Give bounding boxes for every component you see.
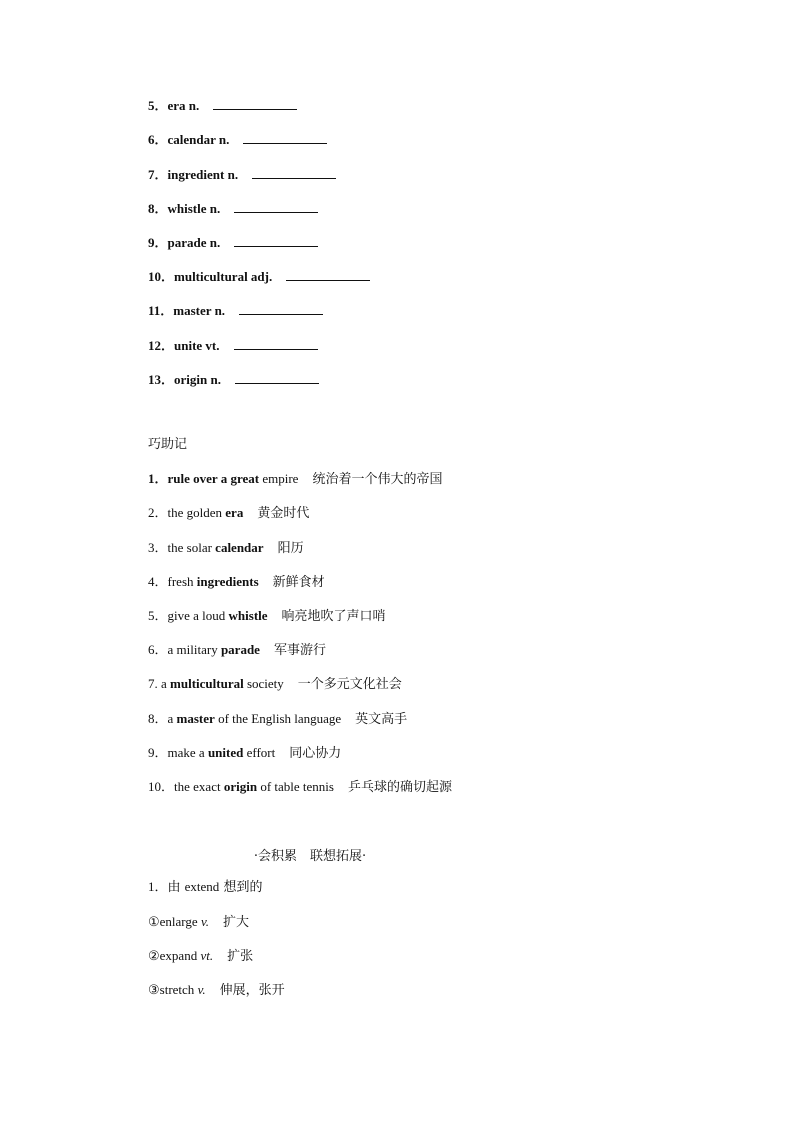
- phrase-keyword: ingredients: [196, 574, 259, 589]
- vocab-item: [148, 97, 297, 114]
- vocab-word: origin n.: [174, 372, 221, 387]
- vocab-number: 5．: [148, 98, 168, 113]
- extend-item: ②expand vt. 扩张: [148, 948, 254, 964]
- extend-item: ①enlarge v. 扩大: [148, 914, 250, 930]
- vocab-word: ingredient n.: [167, 167, 239, 182]
- phrase-translation: 阳历: [277, 541, 304, 556]
- phrase-number: 3．: [148, 540, 168, 555]
- section-heading: ·会积累 联想拓展·: [253, 849, 367, 864]
- phrase-keyword: calendar: [215, 540, 264, 555]
- vocab-word: whistle n.: [167, 201, 221, 216]
- extend-word: expand: [159, 948, 201, 963]
- vocab-word: calendar n.: [167, 132, 230, 147]
- vocab-number: 13．: [148, 372, 175, 387]
- phrase-item: 8．a master of the English language 英文高手: [148, 711, 408, 727]
- phrase-keyword: whistle: [228, 608, 268, 623]
- vocab-item: [148, 131, 327, 148]
- part-of-speech: v.: [197, 982, 206, 997]
- phrase-keyword: era: [225, 505, 244, 520]
- vocab-item: [148, 268, 370, 285]
- extend-word: enlarge: [159, 914, 201, 929]
- phrase-number: 6．: [148, 642, 168, 657]
- vocab-word: unite vt.: [174, 338, 220, 353]
- phrase-number: 5．: [148, 608, 168, 623]
- vocab-item: [148, 234, 318, 251]
- phrase-item: 10．the exact origin of table tennis 乒乓球的确切起源: [148, 779, 452, 795]
- answer-blank[interactable]: [235, 371, 319, 384]
- part-of-speech: vt.: [200, 948, 214, 963]
- phrase-translation: 乒乓球的确切起源: [347, 780, 452, 795]
- phrase-keyword: rule over a great: [167, 471, 260, 486]
- phrase-translation: 黄金时代: [257, 506, 310, 521]
- phrase-translation: 一个多元文化社会: [297, 677, 402, 692]
- phrase-number: 9．: [148, 745, 168, 760]
- vocab-number: 11．: [148, 303, 174, 318]
- extend-translation: 扩大: [223, 915, 250, 930]
- phrase-number: 7.: [148, 676, 161, 691]
- vocab-item: [148, 200, 318, 217]
- vocab-word: era n.: [167, 98, 200, 113]
- vocab-item: [148, 371, 319, 388]
- answer-blank[interactable]: [234, 234, 318, 247]
- phrase-keyword: origin: [223, 779, 258, 794]
- phrase-item: 4．fresh ingredients 新鲜食材: [148, 574, 325, 590]
- phrase-keyword: multicultural: [170, 676, 244, 691]
- extend-translation: 伸展，张开: [219, 983, 285, 998]
- extend-translation: 扩张: [227, 949, 254, 964]
- extend-word: stretch: [159, 982, 198, 997]
- vocab-number: 9．: [148, 235, 168, 250]
- vocab-item: [148, 302, 323, 319]
- answer-blank[interactable]: [243, 131, 327, 144]
- vocab-number: 8．: [148, 201, 168, 216]
- extend-title: 1．由 extend 想到的: [148, 879, 263, 895]
- vocab-number: 6．: [148, 132, 168, 147]
- phrase-number: 10．: [148, 779, 175, 794]
- answer-blank[interactable]: [234, 337, 318, 350]
- phrase-translation: 军事游行: [273, 643, 326, 658]
- phrase-keyword: master: [176, 711, 215, 726]
- phrase-item: 7. a multicultural society 一个多元文化社会: [148, 676, 402, 692]
- vocab-number: 10．: [148, 269, 175, 284]
- vocab-word: multicultural adj.: [174, 269, 273, 284]
- phrase-item: 9．make a united effort 同心协力: [148, 745, 342, 761]
- phrase-keyword: parade: [220, 642, 260, 657]
- answer-blank[interactable]: [234, 200, 318, 213]
- phrase-item: 1．rule over a great empire 统治着一个伟大的帝国: [148, 471, 443, 487]
- part-of-speech: v.: [200, 914, 209, 929]
- phrase-item: 2．the golden era 黄金时代: [148, 505, 310, 521]
- vocab-item: [148, 166, 336, 183]
- answer-blank[interactable]: [239, 302, 323, 315]
- extend-item: ③stretch v. 伸展，张开: [148, 982, 285, 998]
- phrase-number: 2．: [148, 505, 168, 520]
- vocab-number: 12．: [148, 338, 175, 353]
- phrase-item: 5．give a loud whistle 响亮地吹了声口哨: [148, 608, 386, 624]
- memory-heading: 巧助记: [148, 437, 188, 452]
- vocab-word: master n.: [173, 303, 226, 318]
- vocab-word: parade n.: [167, 235, 221, 250]
- vocab-number: 7．: [148, 167, 168, 182]
- phrase-number: 8．: [148, 711, 168, 726]
- extend-keyword: extend: [184, 879, 220, 894]
- answer-blank[interactable]: [286, 268, 370, 281]
- phrase-translation: 响亮地吹了声口哨: [281, 609, 386, 624]
- phrase-translation: 同心协力: [289, 746, 342, 761]
- phrase-translation: 新鲜食材: [272, 575, 325, 590]
- answer-blank[interactable]: [213, 97, 297, 110]
- phrase-item: 6．a military parade 军事游行: [148, 642, 326, 658]
- phrase-translation: 英文高手: [355, 712, 408, 727]
- phrase-number: 4．: [148, 574, 168, 589]
- phrase-keyword: united: [207, 745, 244, 760]
- answer-blank[interactable]: [252, 166, 336, 179]
- phrase-translation: 统治着一个伟大的帝国: [312, 472, 443, 487]
- vocab-item: [148, 337, 318, 354]
- phrase-number: 1．: [148, 471, 168, 486]
- phrase-item: 3．the solar calendar 阳历: [148, 540, 304, 556]
